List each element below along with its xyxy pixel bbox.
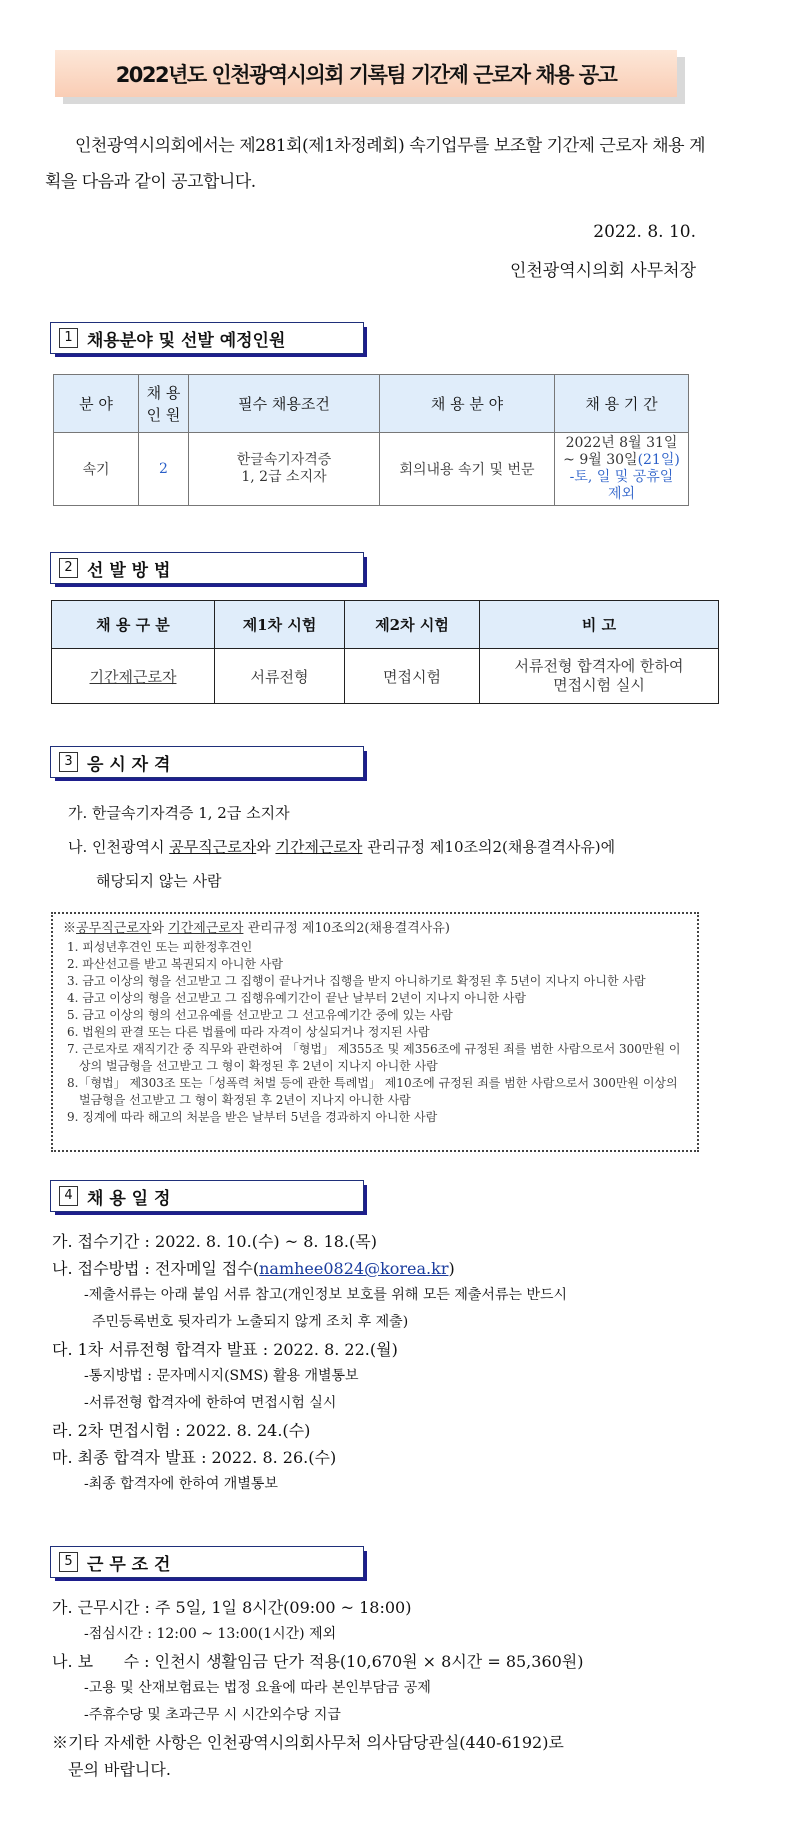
qual-item-b: 나. 인천광역시 공무직근로자와 기간제근로자 관리규정 제10조의2(채용결격사유)에 [68, 838, 616, 856]
header-condition: 필수 채용조건 [189, 375, 380, 433]
list-item: 9. 징계에 따라 해고의 처분을 받은 날부터 5년을 경과하지 아니한 사람 [67, 1110, 438, 1124]
work-sub: -주휴수당 및 초과근무 시 시간외수당 지급 [84, 1707, 341, 1723]
header-remark: 비 고 [480, 601, 719, 649]
section-1-title: 채용분야 및 선발 예정인원 [87, 330, 286, 351]
list-item: 6. 법원의 판결 또는 다른 법률에 따라 자격이 상실되거나 정지된 사람 [67, 1025, 430, 1039]
section-5-title: 근 무 조 건 [87, 1554, 171, 1575]
recruit-field-table [53, 374, 689, 506]
header-count: 채 용 인 원 [139, 375, 189, 433]
footer-note-cont: 문의 바랍니다. [68, 1760, 171, 1779]
section-1-header [50, 322, 368, 356]
list-item: 1. 피성년후견인 또는 피한정후견인 [67, 940, 253, 954]
schedule-item-e: 마. 최종 합격자 발표 : 2022. 8. 26.(수) [52, 1448, 337, 1467]
list-item: 3. 금고 이상의 형을 선고받고 그 집행이 끝나거나 집행을 받지 아니하기로 확정된 후 5년이 지나지 아니한 사람 [67, 974, 646, 988]
cell-test2: 면접시험 [345, 649, 480, 704]
selection-method-table [51, 600, 719, 704]
intro-text: 인천광역시의회에서는 제281회(제1차정례회) 속기업무를 보조할 기간제 근로자 채용 계획을 다음과 같이 공고합니다. [45, 136, 705, 192]
announce-date: 2022. 8. 10. [593, 222, 696, 242]
header-period: 채 용 기 간 [555, 375, 689, 433]
schedule-sub: -통지방법 : 문자메시지(SMS) 활용 개별통보 [84, 1368, 359, 1384]
announcer-org: 인천광역시의회 사무처장 [509, 261, 696, 281]
period-end: ~ 9월 30일 [563, 452, 638, 468]
table-header-row [52, 601, 719, 649]
header-test1: 제1차 시험 [215, 601, 345, 649]
cell-count: 2 [139, 433, 189, 506]
period-start: 2022년 8월 31일 [565, 435, 678, 451]
header-test2: 제2차 시험 [345, 601, 480, 649]
period-exclude: -토, 일 및 공휴일 제외 [569, 469, 674, 502]
schedule-sub: 주민등록번호 뒷자리가 노출되지 않게 조치 후 제출) [92, 1314, 409, 1330]
section-1-number: 1 [59, 328, 78, 348]
cell-period [555, 433, 689, 506]
schedule-sub: -최종 합격자에 한하여 개별통보 [84, 1476, 278, 1492]
section-4-header [50, 1180, 368, 1214]
list-item: 7. 근로자로 재직기간 중 직무와 관련하여 「형법」 제355조 및 제356조에 규정된 죄를 범한 사람으로서 300만원 이상의 벌금형을 선고받고 그 형이 확정된 후 2년이 지나지 아니한 사람 [67, 1042, 681, 1073]
schedule-sub: -서류전형 합격자에 한하여 면접시험 실시 [84, 1395, 337, 1411]
header-field: 분 야 [54, 375, 139, 433]
table-header-row [54, 375, 689, 433]
period-days: (21일) [637, 452, 680, 468]
qual-item-b-cont: 해당되지 않는 사람 [96, 872, 222, 890]
header-type: 채 용 구 분 [52, 601, 215, 649]
cell-area: 회의내용 속기 및 번문 [380, 433, 555, 506]
section-3-title: 응 시 자 격 [87, 754, 171, 775]
section-5-header [50, 1546, 368, 1580]
disqualification-note [51, 912, 699, 1152]
section-2-header [50, 552, 368, 586]
cell-test1: 서류전형 [215, 649, 345, 704]
cell-field: 속기 [54, 433, 139, 506]
cell-remark: 서류전형 합격자에 한하여 면접시험 실시 [480, 649, 719, 704]
cell-condition: 한글속기자격증 1, 2급 소지자 [189, 433, 380, 506]
work-sub: -점심시간 : 12:00 ~ 13:00(1시간) 제외 [84, 1626, 337, 1642]
section-4-number: 4 [59, 1186, 78, 1206]
schedule-item-c: 다. 1차 서류전형 합격자 발표 : 2022. 8. 22.(월) [52, 1340, 398, 1359]
list-item: 2. 파산선고를 받고 복권되지 아니한 사람 [67, 957, 283, 971]
qualification-list [68, 796, 615, 898]
work-conditions-list [52, 1594, 584, 1783]
schedule-item-b: 나. 접수방법 : 전자메일 접수(namhee0824@korea.kr) [52, 1259, 455, 1278]
section-3-header [50, 746, 368, 780]
schedule-sub: -제출서류는 아래 붙임 서류 참고(개인정보 보호를 위해 모든 제출서류는 반드시 [84, 1287, 568, 1303]
schedule-item-d: 라. 2차 면접시험 : 2022. 8. 24.(수) [52, 1421, 311, 1440]
cell-type: 기간제근로자 [52, 649, 215, 704]
page-title: 2022년도 인천광역시의회 기록팀 기간제 근로자 채용 공고 [55, 50, 677, 97]
title-banner [55, 50, 685, 104]
list-item: 4. 금고 이상의 형을 선고받고 그 집행유예기간이 끝난 날부터 2년이 지나지 아니한 사람 [67, 991, 526, 1005]
work-sub: -고용 및 산재보험료는 법정 요율에 따라 본인부담금 공제 [84, 1680, 431, 1696]
intro-paragraph [45, 128, 705, 200]
list-item: 5. 금고 이상의 형의 선고유예를 선고받고 그 선고유예기간 중에 있는 사람 [67, 1008, 453, 1022]
qual-item-a: 가. 한글속기자격증 1, 2급 소지자 [68, 804, 290, 822]
schedule-list [52, 1228, 567, 1498]
section-2-title: 선 발 방 법 [87, 560, 171, 581]
table-row [54, 433, 689, 506]
section-5-number: 5 [59, 1552, 78, 1572]
section-2-number: 2 [59, 558, 78, 578]
table-row [52, 649, 719, 704]
list-item: 8.「형법」 제303조 또는「성폭력 처벌 등에 관한 특례법」 제10조에 규정된 죄를 범한 사람으로서 300만원 이상의 벌금형을 선고받고 그 형이 확정된 후 2년이 지나지 아니한 사람 [67, 1076, 678, 1107]
work-item-b: 나. 보 수 : 인천시 생활임금 단가 적용(10,670원 × 8시간 = 85,360원) [52, 1652, 584, 1671]
section-4-title: 채 용 일 정 [87, 1188, 171, 1209]
work-item-a: 가. 근무시간 : 주 5일, 1일 8시간(09:00 ~ 18:00) [52, 1598, 412, 1617]
section-3-number: 3 [59, 752, 78, 772]
header-area: 채 용 분 야 [380, 375, 555, 433]
contact-email-link[interactable]: namhee0824@korea.kr [259, 1259, 449, 1278]
footer-note: ※기타 자세한 사항은 인천광역시의회사무처 의사담당관실(440-6192)로 [52, 1733, 564, 1752]
note-title: ※공무직근로자와 기간제근로자 관리규정 제10조의2(채용결격사유) [63, 921, 450, 936]
schedule-item-a: 가. 접수기간 : 2022. 8. 10.(수) ~ 8. 18.(목) [52, 1232, 377, 1251]
